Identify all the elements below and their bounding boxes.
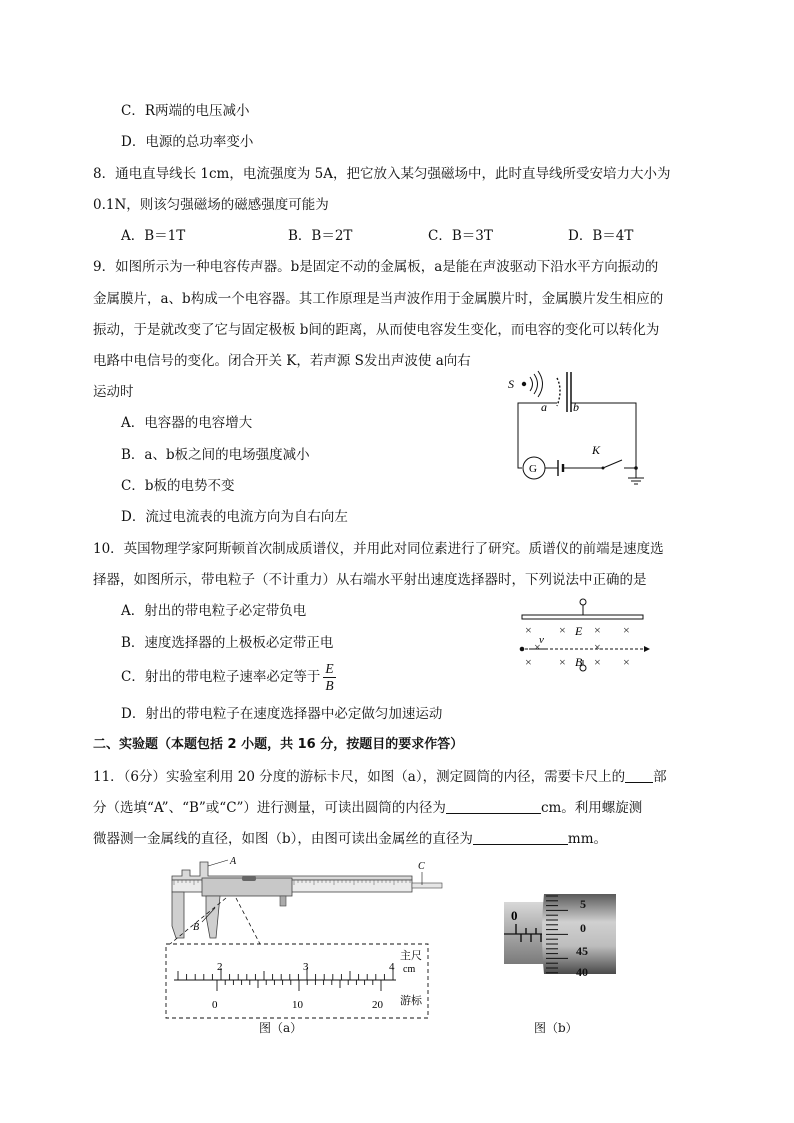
fig10-label-e: E bbox=[575, 624, 583, 638]
q10-velocity-selector-figure bbox=[515, 598, 650, 672]
q8-option-c: C．B＝3T bbox=[428, 228, 493, 244]
fig9-membrane-a bbox=[557, 378, 560, 406]
vernier-tick-label: 0 bbox=[212, 999, 218, 1011]
q9-option-c: C．b板的电势不变 bbox=[121, 478, 235, 494]
fig10-label-b: B bbox=[575, 655, 583, 669]
q9-microphone-circuit-figure bbox=[500, 368, 660, 493]
thimble-number: 45 bbox=[576, 944, 588, 958]
svg-text:×: × bbox=[559, 623, 566, 637]
fig9-sound-source bbox=[522, 382, 526, 386]
svg-text:×: × bbox=[594, 640, 601, 654]
q9-option-a: A．电容器的电容增大 bbox=[121, 415, 253, 431]
q11-stem-line2: 分（选填“A”、“B”或“C”）进行测量，可读出圆筒的内径为 cm。利用螺旋测 bbox=[93, 800, 643, 816]
main-scale-label: 主尺 bbox=[400, 950, 422, 962]
q8-stem-line2: 0.1N，则该匀强磁场的磁感强度可能为 bbox=[93, 197, 329, 213]
q10-fraction-e-over-b: $\frac{E}{B}$ bbox=[325, 661, 334, 693]
fig10-top-terminal bbox=[580, 599, 586, 605]
svg-text:×: × bbox=[623, 655, 630, 669]
fig9-wire bbox=[571, 403, 636, 468]
q10-option-d: D．射出的带电粒子在速度选择器中必定做匀加速运动 bbox=[121, 706, 443, 722]
main-scale-tick-label: 2 bbox=[217, 961, 223, 973]
caliper-thumb-grip bbox=[280, 896, 286, 906]
q8-option-b: B．B＝2T bbox=[288, 228, 353, 244]
q8-option-d: D．B＝4T bbox=[568, 228, 634, 244]
fig9-sound-wave bbox=[538, 371, 543, 397]
q9-option-d: D．流过电流表的电流方向为自右向左 bbox=[121, 509, 348, 525]
fig9-sound-wave bbox=[530, 377, 533, 391]
caliper-depth-rod bbox=[412, 883, 442, 888]
figure-b-caption: 图（b） bbox=[534, 1021, 578, 1035]
fig9-sound-wave bbox=[534, 374, 538, 394]
q11-blank-inner-diameter[interactable] bbox=[446, 799, 541, 814]
q10-option-c: C．射出的带电粒子速率必定等于 $\frac{E}{B}$ bbox=[121, 661, 334, 693]
magnified-main-scale-ticks bbox=[178, 968, 393, 980]
q7-option-c: C．R两端的电压减小 bbox=[121, 103, 250, 119]
fig9-label-g: G bbox=[529, 463, 537, 475]
main-scale-tick-label: 4 bbox=[389, 961, 395, 973]
main-scale-unit: cm bbox=[403, 964, 416, 975]
q10-stem-line2: 择器，如图所示，带电粒子（不计重力）从右端水平射出速度选择器时，下列说法中正确的是 bbox=[93, 572, 647, 588]
q9-stem-line3: 振动，于是就改变了它与固定极板 b间的距离，从而使电容发生变化，而电容的变化可以转化为 bbox=[93, 322, 660, 338]
caliper-movable-outer-jaw bbox=[206, 896, 220, 938]
fig9-label-s: S bbox=[508, 377, 514, 391]
q9-stem-line2: 金属膜片，a、b构成一个电容器。其工作原理是当声波作用于金属膜片时，金属膜片发生相应的 bbox=[93, 291, 664, 307]
q11-stem-line3: 微器测一金属线的直径，如图（b），由图可读出金属丝的直径为 mm。 bbox=[93, 831, 608, 847]
caliper-fixed-outer-jaw bbox=[172, 892, 184, 938]
vernier-tick-label: 10 bbox=[292, 999, 303, 1011]
q9-stem-line1: 9．如图所示为一种电容传声器。b是固定不动的金属板，a是能在声波驱动下沿水平方向振动的 bbox=[93, 259, 659, 275]
q11-figure-b-micrometer bbox=[500, 888, 620, 988]
svg-text:×: × bbox=[525, 655, 532, 669]
micrometer-sleeve-zero: 0 bbox=[511, 908, 518, 923]
q7-option-d: D．电源的总功率变小 bbox=[121, 134, 254, 150]
magnified-vernier-ticks bbox=[196, 980, 396, 991]
vernier-scale-label: 游标 bbox=[400, 995, 422, 1007]
fig9-switch bbox=[603, 460, 622, 468]
caliper-label-a: A bbox=[230, 856, 237, 867]
thimble-number: 5 bbox=[580, 897, 586, 911]
q8-stem-line1: 8．通电直导线长 1cm，电流强度为 5A，把它放入某匀强磁场中，此时直导线所受安培力大小为 bbox=[93, 166, 671, 182]
svg-text:×: × bbox=[623, 623, 630, 637]
fig10-upper-plate bbox=[522, 615, 643, 619]
q10-stem-line1: 10．英国物理学家阿斯顿首次制成质谱仪，并用此对同位素进行了研究。质谱仪的前端是速度选 bbox=[93, 541, 664, 557]
figure-a-caption: 图（a） bbox=[259, 1021, 303, 1035]
q10-option-b: B．速度选择器的上极板必定带正电 bbox=[121, 635, 334, 651]
svg-text:×: × bbox=[559, 655, 566, 669]
q9-stem-line4: 电路中电信号的变化。闭合开关 K，若声源 S发出声波使 a向右 bbox=[93, 353, 471, 369]
q11-figure-a-vernier-caliper bbox=[160, 856, 450, 1041]
q8-option-a: A．B＝1T bbox=[121, 228, 186, 244]
svg-text:×: × bbox=[534, 640, 541, 654]
fig9-label-a: a bbox=[541, 400, 547, 414]
q11-blank-part[interactable] bbox=[625, 768, 653, 783]
svg-text:×: × bbox=[594, 623, 601, 637]
svg-text:×: × bbox=[594, 655, 601, 669]
fig10-particle bbox=[520, 647, 525, 652]
fig9-label-k: K bbox=[592, 443, 601, 457]
section-2-title: 二、实验题（本题包括 2 小题，共 16 分，按题目的要求作答） bbox=[93, 737, 464, 752]
vernier-tick-label: 20 bbox=[372, 999, 383, 1011]
fig9-label-b: b bbox=[573, 400, 579, 414]
caliper-lock-screw bbox=[242, 876, 256, 881]
q9-stem-line5: 运动时 bbox=[93, 384, 134, 400]
main-scale-tick-label: 3 bbox=[303, 961, 309, 973]
fig10-label-v: v bbox=[539, 634, 544, 646]
thimble-number: 40 bbox=[576, 965, 588, 979]
svg-text:×: × bbox=[525, 623, 532, 637]
caliper-main-beam bbox=[172, 862, 412, 880]
q10-option-a: A．射出的带电粒子必定带负电 bbox=[121, 603, 307, 619]
q11-blank-wire-diameter[interactable] bbox=[473, 830, 568, 845]
q9-option-b: B．a、b板之间的电场强度减小 bbox=[121, 447, 310, 463]
caliper-label-b: B bbox=[193, 922, 200, 933]
thimble-number: 0 bbox=[580, 921, 586, 935]
q11-stem-line1: 11．（6分）实验室利用 20 分度的游标卡尺，如图（a），测定圆筒的内径，需要卡尺上的 部 bbox=[93, 769, 667, 785]
caliper-label-c: C bbox=[418, 861, 425, 872]
